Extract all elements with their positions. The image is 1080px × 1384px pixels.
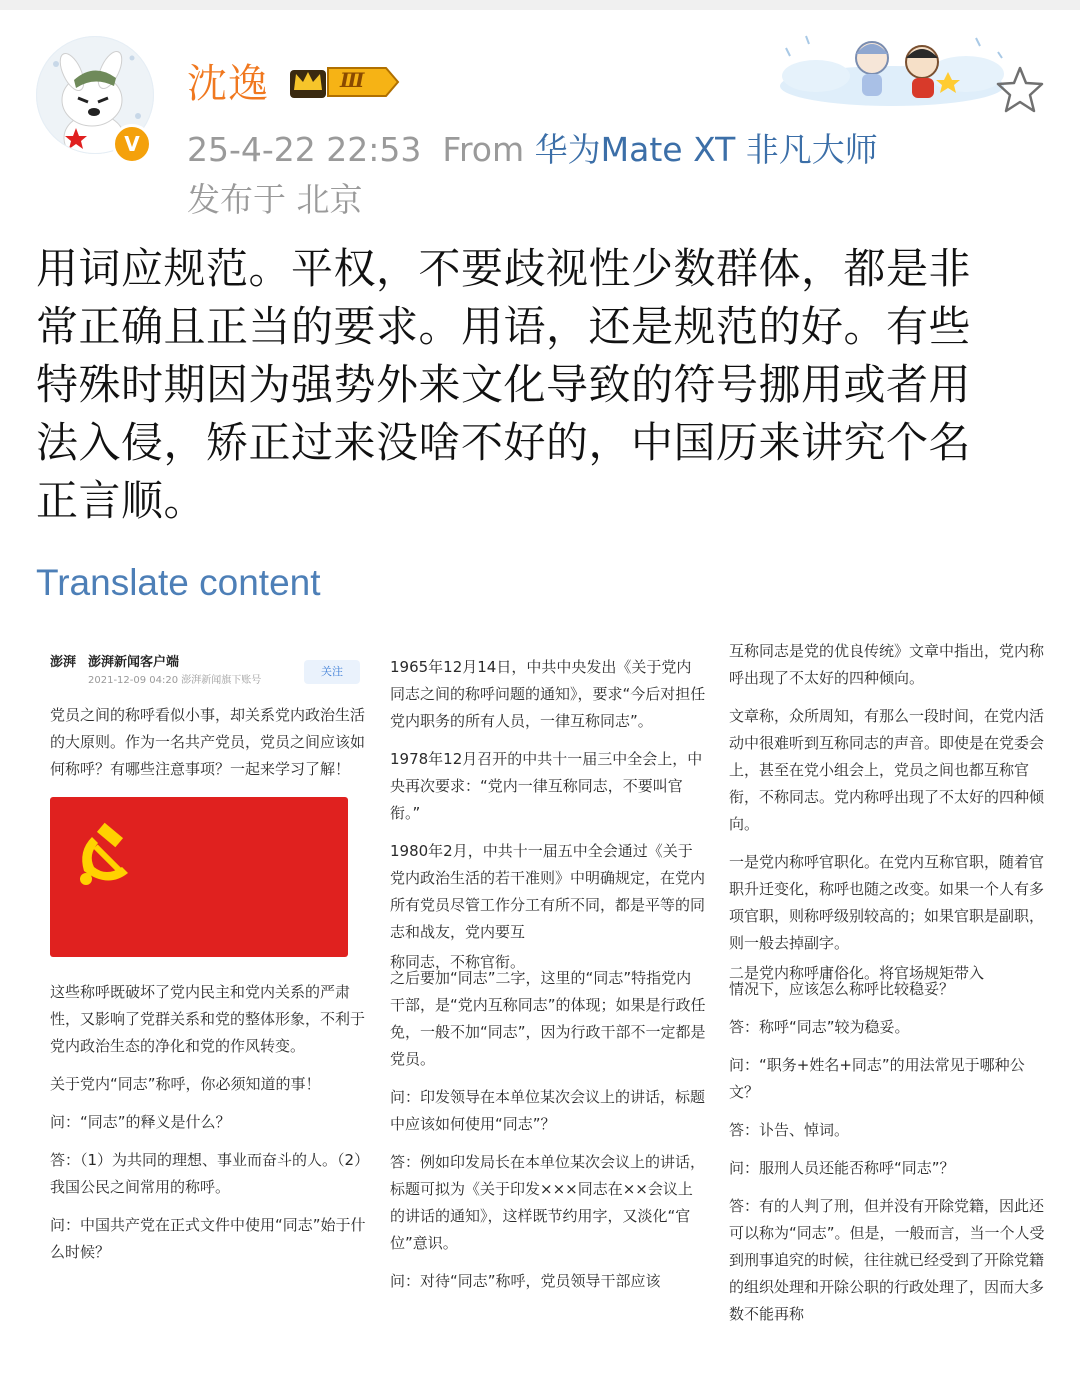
post-line: 特殊时期因为强势外来文化导致的符号挪用或者用 bbox=[36, 360, 972, 409]
news-date: 2021-12-09 04:20 澎湃新闻旗下账号 bbox=[88, 675, 262, 686]
star-icon[interactable] bbox=[994, 64, 1046, 116]
paragraph: 答：讣告、悼词。 bbox=[729, 1121, 850, 1139]
paragraph: 互称同志是党的优良传统》文章中指出，党内称呼出现了不太好的四种倾向。 bbox=[729, 642, 1045, 687]
paragraph: 一是党内称呼官职化。在党内互称官职，随着官职升迁变化，称呼也随之改变。如果一个人有多项官职，则称呼级别较高的；如果官职是副职，则一般去掉副字。 bbox=[729, 853, 1045, 952]
paragraph: 问：“同志”的释义是什么？ bbox=[50, 1113, 231, 1131]
paragraph: 答：（1）为共同的理想、事业而奋斗的人。（2）我国公民之间常用的称呼。 bbox=[50, 1151, 362, 1196]
verified-mark: V bbox=[124, 132, 140, 156]
status-strip bbox=[0, 0, 1080, 10]
paragraph: 1978年12月召开的中共十一届三中全会上，中央再次要求：“党内一律互称同志，不要叫官衔。” bbox=[390, 750, 703, 822]
follow-button: 关注 bbox=[304, 660, 360, 684]
post-line: 用词应规范。平权，不要歧视性少数群体，都是非 bbox=[36, 244, 972, 293]
paragraph: 党员之间的称呼看似小事，却关系党内政治生活的大原则。作为一名共产党员，党员之间应该如何称呼？有哪些注意事项？一起来学习了解！ bbox=[50, 706, 366, 778]
paragraph: 问：对待“同志”称呼，党员领导干部应该 bbox=[390, 1272, 661, 1290]
cut-line: 二是党内称呼庸俗化。将官场规矩带入 bbox=[729, 964, 985, 982]
party-emblem-icon bbox=[72, 821, 142, 891]
post-line: 正言顺。 bbox=[36, 476, 207, 525]
card-decoration bbox=[776, 28, 1008, 108]
paragraph: 关于党内“同志”称呼，你必须知道的事！ bbox=[50, 1075, 321, 1093]
party-flag-image bbox=[50, 797, 348, 957]
verified-badge-icon bbox=[112, 124, 152, 164]
paragraph: 答：有的人判了刑，但并没有开除党籍，因此还可以称为“同志”。但是，一般而言，当一个人受到刑事追究的时候，往往就已经受到了开除党籍的组织处理和开除公职的行政处理了，因而大多数不能再称 bbox=[729, 1197, 1045, 1323]
paragraph: 答：称呼“同志”较为稳妥。 bbox=[729, 1018, 910, 1036]
paragraph: 问：印发领导在本单位某次会议上的讲话，标题中应该如何使用“同志”？ bbox=[390, 1088, 706, 1133]
paragraph: 之后要加“同志”二字，这里的“同志”特指党内干部，是“党内互称同志”的体现；如果是行政任免，一般不加“同志”，因为行政干部不一定都是党员。 bbox=[390, 969, 706, 1068]
news-logo: 澎湃 bbox=[50, 655, 77, 670]
paragraph: 问：服刑人员还能否称呼“同志”？ bbox=[729, 1159, 955, 1177]
attached-image-1[interactable] bbox=[50, 640, 366, 1330]
paragraph: 情况下，应该怎么称呼比较稳妥？ bbox=[729, 980, 955, 998]
post-content bbox=[36, 240, 1046, 530]
paragraph: 答：例如印发局长在本单位某次会议上的讲话，标题可拟为《关于印发×××同志在××会议上的讲话的通知》，这样既节约用字，又淡化“官位”意识。 bbox=[390, 1153, 706, 1252]
level-number: Ⅲ bbox=[340, 68, 365, 92]
post-line: 常正确且正当的要求。用语，还是规范的好。有些 bbox=[36, 302, 972, 351]
post-line: 法入侵，矫正过来没啥不好的，中国历来讲究个名 bbox=[36, 418, 972, 467]
paragraph: 这些称呼既破坏了党内民主和党内关系的严肃性，又影响了党群关系和党的整体形象，不利于党内政治生态的净化和党的作风转变。 bbox=[50, 983, 366, 1055]
from-label: From bbox=[442, 130, 525, 169]
paragraph: 1980年2月，中共十一届五中全会通过《关于党内政治生活的若干准则》中明确规定，在党内所有党员尽管工作分工有所不同，都是平等的同志和战友，党内要互 bbox=[390, 842, 706, 941]
news-source-name: 澎湃新闻客户端 bbox=[88, 655, 180, 670]
paragraph: 1965年12月14日，中共中央发出《关于党内同志之间的称呼问题的通知》，要求“今后对担任党内职务的所有人员，一律互称同志”。 bbox=[390, 658, 706, 730]
attached-image-3[interactable] bbox=[729, 640, 1045, 1330]
attached-image-2[interactable] bbox=[390, 640, 706, 1330]
post-time: 25-4-22 22:53 bbox=[187, 130, 422, 169]
paragraph: 文章称，众所周知，有那么一段时间，在党内活动中很难听到互称同志的声音。即使是在党委会上，甚至在党小组会上，党员之间也都互称官衔，不称同志。党内称呼出现了不太好的四种倾向。 bbox=[729, 707, 1045, 833]
device-link[interactable]: 华为Mate XT 非凡大师 bbox=[534, 130, 878, 169]
translate-link[interactable]: Translate content bbox=[36, 562, 321, 603]
post-location: 发布于 北京 bbox=[187, 180, 363, 219]
paragraph: 问：“职务+姓名+同志”的用法常见于哪种公文？ bbox=[729, 1056, 1025, 1101]
news-header bbox=[50, 654, 366, 694]
post-meta bbox=[187, 124, 878, 171]
paragraph: 问：中国共产党在正式文件中使用“同志”始于什么时候？ bbox=[50, 1216, 366, 1261]
cut-line: 称同志，不称官衔。 bbox=[390, 953, 526, 971]
username[interactable]: 沈逸 bbox=[187, 61, 269, 107]
